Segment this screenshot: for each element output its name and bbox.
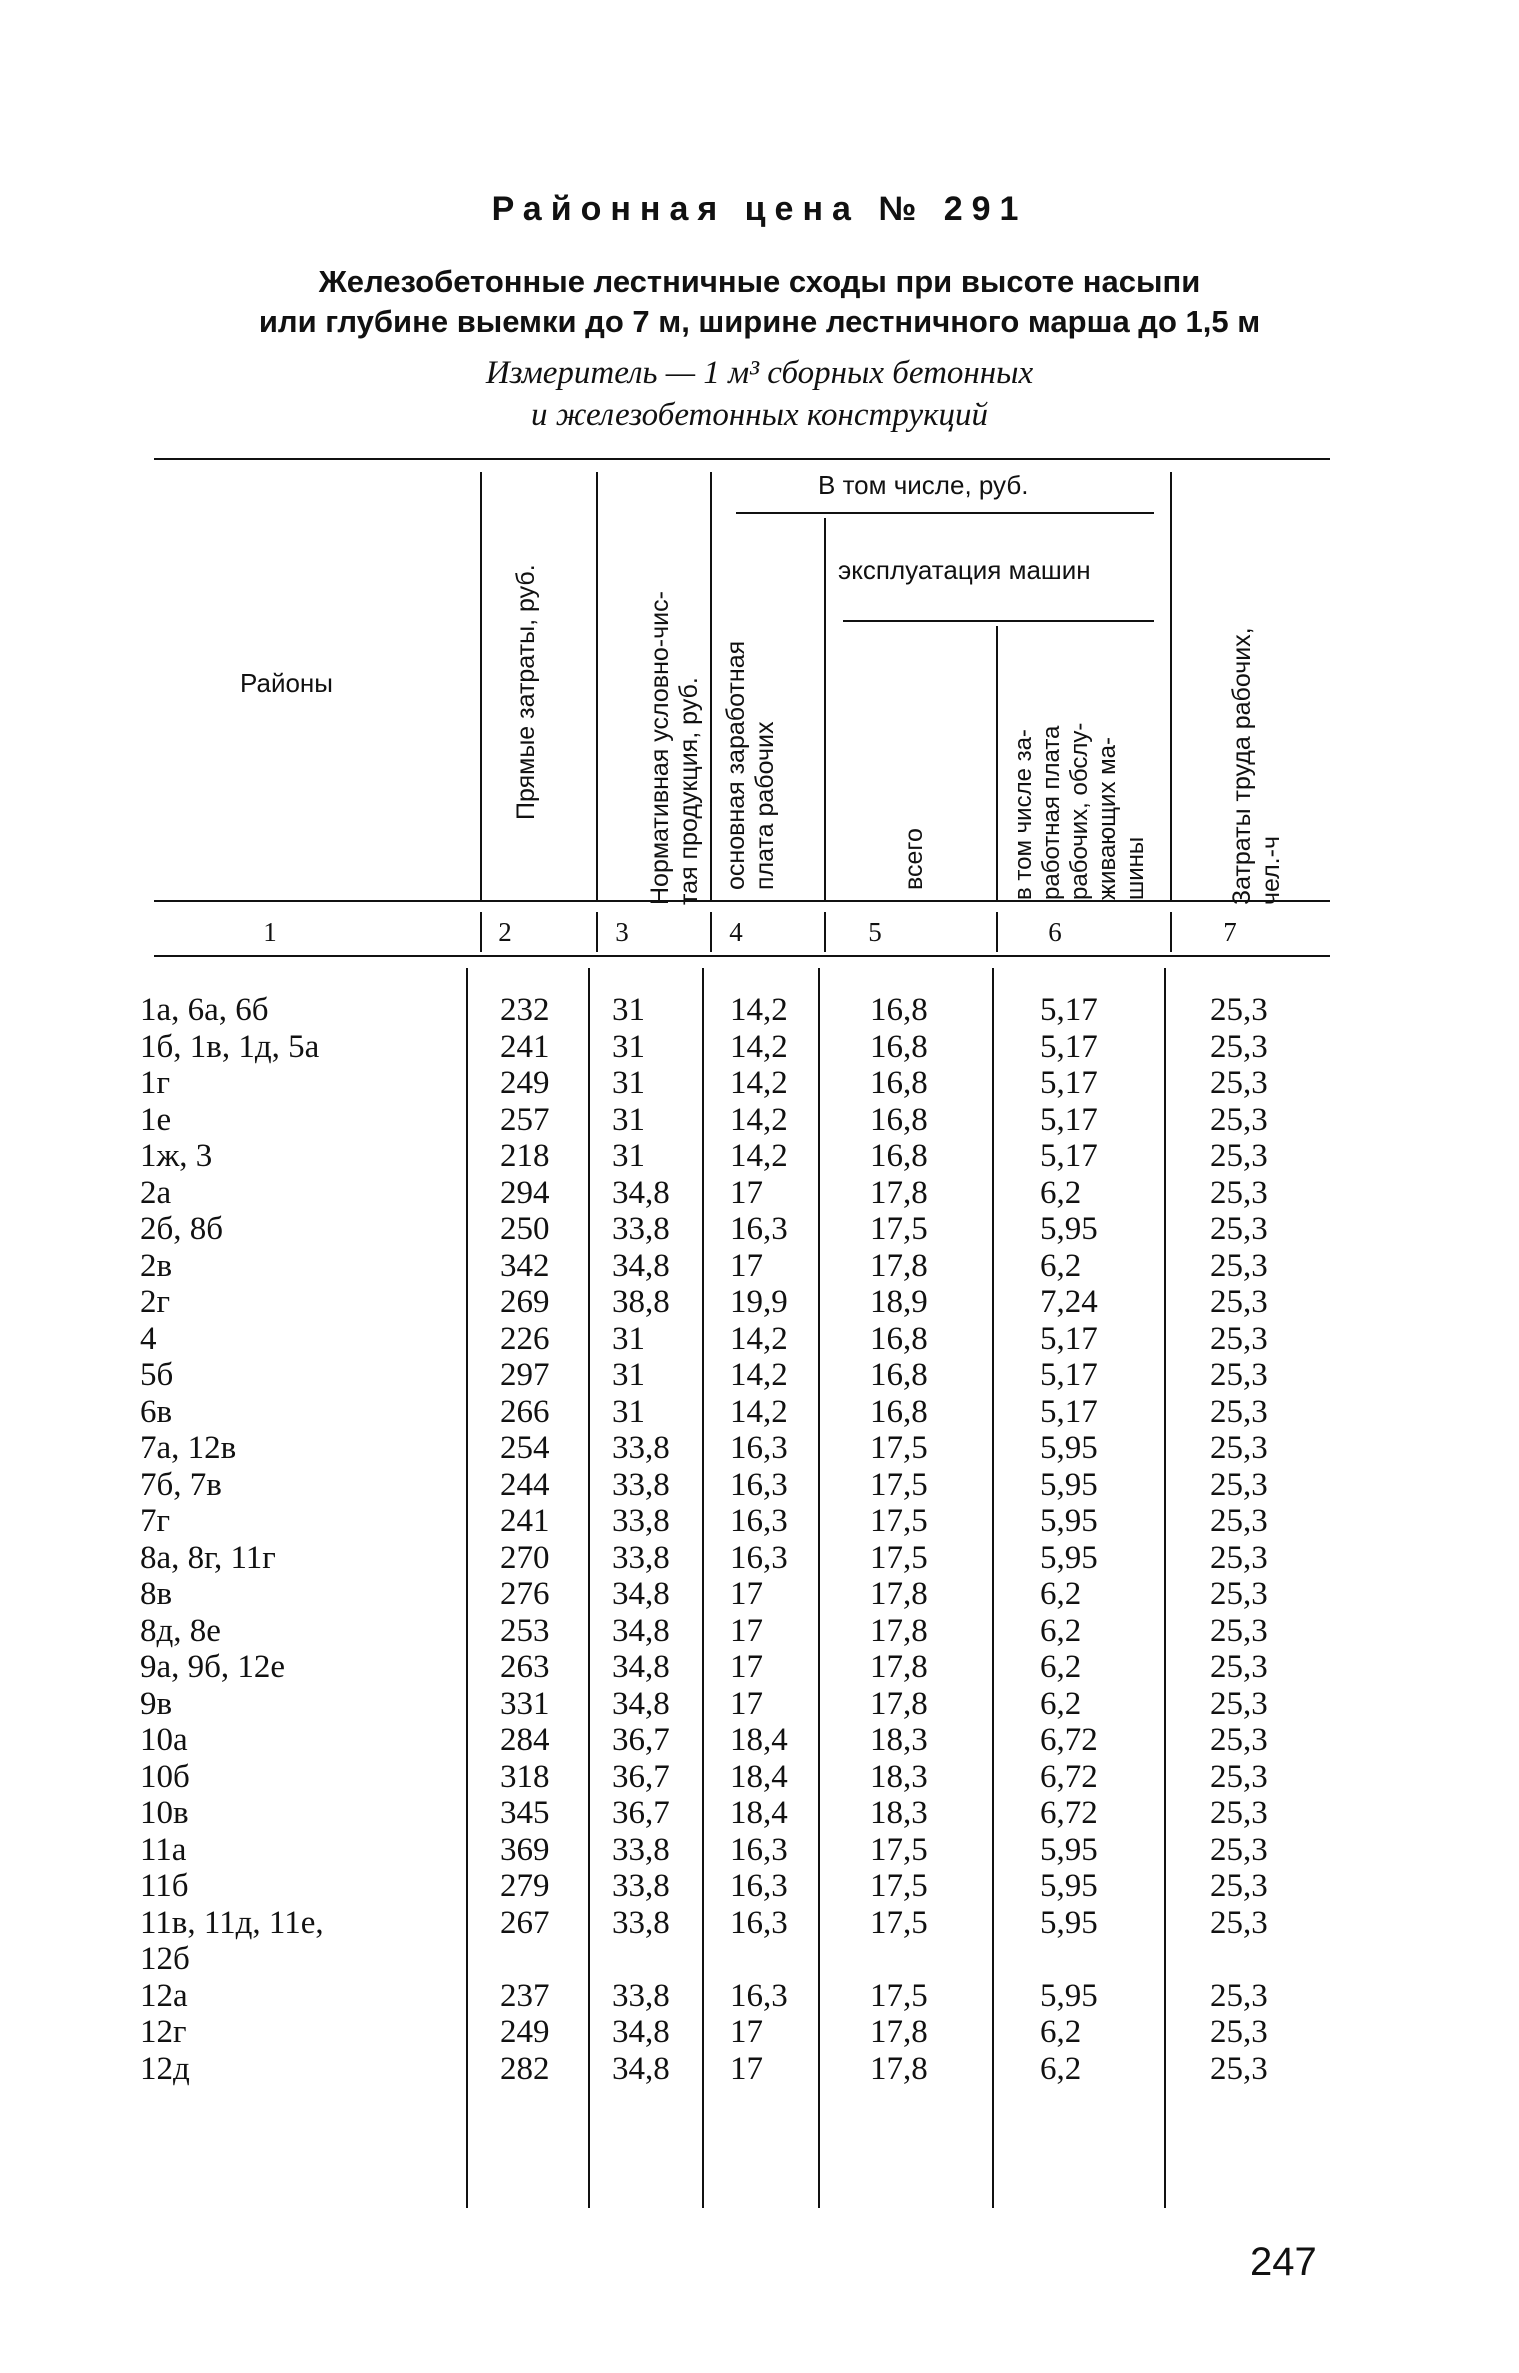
value-cell: 25,3 <box>1210 1977 1268 2014</box>
value-cell: 17,5 <box>870 1868 928 1904</box>
value-cell: 36,7 <box>612 1795 670 1831</box>
value-cell: 16,8 <box>870 992 928 1028</box>
value-cell: 17,5 <box>870 1904 928 1941</box>
value-cell: 14,2 <box>730 1138 788 1174</box>
value-cell: 218 <box>500 1138 550 1174</box>
value-cell: 6,72 <box>1040 1722 1098 1758</box>
value-cell: 25,3 <box>1210 1247 1268 1284</box>
value-cell: 5,17 <box>1040 1138 1098 1174</box>
value-cell: 33,8 <box>612 1977 670 2014</box>
value-cell: 5,17 <box>1040 1357 1098 1393</box>
value-cell: 25,3 <box>1210 1174 1268 1211</box>
value-cell: 369 <box>500 1831 550 1868</box>
value-cell: 14,2 <box>730 1101 788 1138</box>
district-cell: 2в <box>140 1247 173 1284</box>
machines-rule <box>843 620 1154 622</box>
vline-4 <box>824 518 826 900</box>
value-cell: 17 <box>730 1174 763 1211</box>
value-cell: 6,2 <box>1040 1576 1082 1612</box>
value-cell: 25,3 <box>1210 992 1268 1028</box>
value-cell: 5,17 <box>1040 1101 1098 1138</box>
value-cell: 253 <box>500 1612 550 1649</box>
district-cell: 11а <box>140 1831 187 1868</box>
header-normative: Нормативная условно-чис- тая продукция, руб. <box>646 591 703 905</box>
value-cell: 25,3 <box>1210 1904 1268 1941</box>
value-cell: 276 <box>500 1576 550 1612</box>
district-cell: 2б, 8б <box>140 1211 224 1247</box>
value-cell: 297 <box>500 1357 550 1393</box>
value-cell: 14,2 <box>730 1393 788 1430</box>
value-cell: 14,2 <box>730 1065 788 1101</box>
district-cell: 11б <box>140 1868 189 1904</box>
district-cell: 5б <box>140 1357 174 1393</box>
value-cell: 16,8 <box>870 1101 928 1138</box>
page-number: 247 <box>1250 2240 1317 2284</box>
value-cell: 25,3 <box>1210 1320 1268 1357</box>
value-cell: 34,8 <box>612 1649 670 1685</box>
value-cell: 17,8 <box>870 2050 928 2087</box>
value-cell: 270 <box>500 1539 550 1576</box>
value-cell: 33,8 <box>612 1904 670 1941</box>
value-cell: 14,2 <box>730 992 788 1028</box>
district-cell: 12г <box>140 2014 187 2050</box>
value-cell: 25,3 <box>1210 1357 1268 1393</box>
district-cell: 2г <box>140 1284 171 1320</box>
district-cell: 2а <box>140 1174 172 1211</box>
value-cell: 17 <box>730 1612 763 1649</box>
district-cell: 10б <box>140 1758 190 1795</box>
value-cell: 241 <box>500 1503 550 1539</box>
value-cell: 31 <box>612 1101 645 1138</box>
value-cell: 5,17 <box>1040 1028 1098 1065</box>
col-numbers-rule <box>154 955 1330 957</box>
value-cell: 25,3 <box>1210 1576 1268 1612</box>
value-cell: 6,2 <box>1040 2050 1082 2087</box>
value-cell: 249 <box>500 1065 550 1101</box>
value-cell: 5,95 <box>1040 1430 1098 1466</box>
value-cell: 5,95 <box>1040 1977 1098 2014</box>
value-cell: 17 <box>730 2014 763 2050</box>
value-cell: 31 <box>612 1138 645 1174</box>
vline-1 <box>480 472 482 900</box>
header-direct-costs: Прямые затраты, руб. <box>512 564 540 820</box>
value-cell: 17,8 <box>870 2014 928 2050</box>
district-cell: 9в <box>140 1685 173 1722</box>
value-cell: 25,3 <box>1210 1284 1268 1320</box>
value-cell: 25,3 <box>1210 1685 1268 1722</box>
value-cell: 17,5 <box>870 1503 928 1539</box>
value-cell: 6,72 <box>1040 1758 1098 1795</box>
value-cell: 16,8 <box>870 1320 928 1357</box>
value-cell: 25,3 <box>1210 1466 1268 1503</box>
value-cell: 17,8 <box>870 1685 928 1722</box>
value-cell: 17,5 <box>870 1977 928 2014</box>
value-cell: 25,3 <box>1210 1430 1268 1466</box>
district-cell: 1г <box>140 1065 171 1101</box>
district-cell: 12д <box>140 2050 190 2087</box>
value-cell: 16,3 <box>730 1977 788 2014</box>
vline-6 <box>1170 472 1172 900</box>
value-cell: 33,8 <box>612 1430 670 1466</box>
value-cell: 318 <box>500 1758 550 1795</box>
vline-n6 <box>1170 912 1172 952</box>
value-cell: 33,8 <box>612 1539 670 1576</box>
value-cell: 6,2 <box>1040 1174 1082 1211</box>
value-cell: 16,8 <box>870 1065 928 1101</box>
column-number: 5 <box>868 917 882 947</box>
column-number: 1 <box>263 917 277 947</box>
value-cell: 34,8 <box>612 1576 670 1612</box>
value-cell: 33,8 <box>612 1868 670 1904</box>
value-cell: 17 <box>730 1649 763 1685</box>
value-cell: 34,8 <box>612 2050 670 2087</box>
district-cell: 1а, 6а, 6б <box>140 992 269 1028</box>
value-cell: 17,8 <box>870 1649 928 1685</box>
district-cell: 7г <box>140 1503 171 1539</box>
value-cell: 17,8 <box>870 1174 928 1211</box>
value-cell: 5,17 <box>1040 1065 1098 1101</box>
value-cell: 34,8 <box>612 1174 670 1211</box>
value-cell: 14,2 <box>730 1357 788 1393</box>
value-cell: 18,9 <box>870 1284 928 1320</box>
value-cell: 5,95 <box>1040 1211 1098 1247</box>
value-cell: 5,17 <box>1040 1320 1098 1357</box>
value-cell: 17,8 <box>870 1247 928 1284</box>
column-number: 4 <box>729 917 743 947</box>
district-cell: 8д, 8е <box>140 1612 221 1649</box>
value-cell: 25,3 <box>1210 1831 1268 1868</box>
value-cell: 269 <box>500 1284 550 1320</box>
value-cell: 17,5 <box>870 1539 928 1576</box>
header-bottom-rule <box>154 900 1330 902</box>
value-cell: 31 <box>612 1065 645 1101</box>
value-cell: 266 <box>500 1393 550 1430</box>
value-cell: 5,95 <box>1040 1904 1098 1941</box>
value-cell: 18,4 <box>730 1795 788 1831</box>
value-cell: 17,8 <box>870 1612 928 1649</box>
value-cell: 6,2 <box>1040 2014 1082 2050</box>
district-cell: 11в, 11д, 11е, 12б <box>140 1904 324 1977</box>
column-number: 6 <box>1048 917 1062 947</box>
vline-2 <box>596 472 598 900</box>
vline-b1 <box>466 968 468 2208</box>
value-cell: 16,3 <box>730 1868 788 1904</box>
value-cell: 16,3 <box>730 1211 788 1247</box>
value-cell: 16,8 <box>870 1028 928 1065</box>
value-cell: 6,2 <box>1040 1685 1082 1722</box>
value-cell: 33,8 <box>612 1466 670 1503</box>
value-cell: 16,3 <box>730 1430 788 1466</box>
vline-b6 <box>1164 968 1166 2208</box>
value-cell: 25,3 <box>1210 1393 1268 1430</box>
vline-b2 <box>588 968 590 2208</box>
value-cell: 25,3 <box>1210 1868 1268 1904</box>
value-cell: 25,3 <box>1210 1649 1268 1685</box>
value-cell: 25,3 <box>1210 1028 1268 1065</box>
value-cell: 25,3 <box>1210 2014 1268 2050</box>
value-cell: 16,3 <box>730 1503 788 1539</box>
value-cell: 7,24 <box>1040 1284 1098 1320</box>
vline-b5 <box>992 968 994 2208</box>
district-cell: 12а <box>140 1977 188 2014</box>
value-cell: 5,17 <box>1040 992 1098 1028</box>
column-number: 3 <box>615 917 629 947</box>
value-cell: 25,3 <box>1210 1612 1268 1649</box>
value-cell: 5,95 <box>1040 1503 1098 1539</box>
value-cell: 33,8 <box>612 1211 670 1247</box>
value-cell: 19,9 <box>730 1284 788 1320</box>
value-cell: 25,3 <box>1210 1101 1268 1138</box>
value-cell: 244 <box>500 1466 550 1503</box>
value-cell: 25,3 <box>1210 1539 1268 1576</box>
value-cell: 17,5 <box>870 1831 928 1868</box>
value-cell: 279 <box>500 1868 550 1904</box>
value-cell: 25,3 <box>1210 1795 1268 1831</box>
value-cell: 14,2 <box>730 1028 788 1065</box>
header-incl-wage: в том числе за- работная плата рабочих, обслу- живающих ма- шины <box>1010 722 1149 900</box>
value-cell: 282 <box>500 2050 550 2087</box>
value-cell: 34,8 <box>612 2014 670 2050</box>
district-cell: 4 <box>140 1320 157 1357</box>
value-cell: 16,8 <box>870 1138 928 1174</box>
value-cell: 16,3 <box>730 1904 788 1941</box>
value-cell: 254 <box>500 1430 550 1466</box>
vline-b3 <box>702 968 704 2208</box>
value-cell: 25,3 <box>1210 1138 1268 1174</box>
value-cell: 33,8 <box>612 1831 670 1868</box>
value-cell: 31 <box>612 992 645 1028</box>
vline-n4 <box>824 912 826 952</box>
value-cell: 31 <box>612 1393 645 1430</box>
value-cell: 237 <box>500 1977 550 2014</box>
district-cell: 9а, 9б, 12е <box>140 1649 286 1685</box>
value-cell: 257 <box>500 1101 550 1138</box>
column-number: 2 <box>498 917 512 947</box>
value-cell: 16,3 <box>730 1466 788 1503</box>
value-cell: 5,95 <box>1040 1868 1098 1904</box>
value-cell: 232 <box>500 992 550 1028</box>
vline-5 <box>996 626 998 900</box>
table-top-rule <box>154 458 1330 460</box>
including-rule <box>736 512 1154 514</box>
value-cell: 17 <box>730 1685 763 1722</box>
district-cell: 6в <box>140 1393 173 1430</box>
value-cell: 17,5 <box>870 1466 928 1503</box>
district-cell: 1е <box>140 1101 172 1138</box>
value-cell: 14,2 <box>730 1320 788 1357</box>
value-cell: 38,8 <box>612 1284 670 1320</box>
value-cell: 226 <box>500 1320 550 1357</box>
value-cell: 16,8 <box>870 1357 928 1393</box>
value-cell: 25,3 <box>1210 1722 1268 1758</box>
header-basic-wage: основная заработная плата рабочих <box>722 640 779 890</box>
value-cell: 17,5 <box>870 1211 928 1247</box>
value-cell: 34,8 <box>612 1247 670 1284</box>
value-cell: 31 <box>612 1320 645 1357</box>
vline-b4 <box>818 968 820 2208</box>
value-cell: 263 <box>500 1649 550 1685</box>
value-cell: 17,5 <box>870 1430 928 1466</box>
district-cell: 7б, 7в <box>140 1466 222 1503</box>
header-labor: Затраты труда рабочих, чел.-ч <box>1228 627 1285 905</box>
value-cell: 17 <box>730 2050 763 2087</box>
value-cell: 33,8 <box>612 1503 670 1539</box>
value-cell: 18,3 <box>870 1722 928 1758</box>
value-cell: 6,72 <box>1040 1795 1098 1831</box>
value-cell: 250 <box>500 1211 550 1247</box>
value-cell: 6,2 <box>1040 1649 1082 1685</box>
value-cell: 18,4 <box>730 1758 788 1795</box>
value-cell: 342 <box>500 1247 550 1284</box>
value-cell: 331 <box>500 1685 550 1722</box>
value-cell: 17 <box>730 1576 763 1612</box>
district-cell: 8а, 8г, 11г <box>140 1539 276 1576</box>
vline-n5 <box>996 912 998 952</box>
district-cell: 1ж, 3 <box>140 1138 213 1174</box>
value-cell: 16,8 <box>870 1393 928 1430</box>
value-cell: 5,17 <box>1040 1393 1098 1430</box>
value-cell: 6,2 <box>1040 1612 1082 1649</box>
header-districts: Районы <box>240 668 333 698</box>
value-cell: 284 <box>500 1722 550 1758</box>
value-cell: 34,8 <box>612 1612 670 1649</box>
value-cell: 6,2 <box>1040 1247 1082 1284</box>
value-cell: 25,3 <box>1210 1758 1268 1795</box>
value-cell: 249 <box>500 2014 550 2050</box>
value-cell: 36,7 <box>612 1722 670 1758</box>
column-number: 7 <box>1223 917 1237 947</box>
value-cell: 36,7 <box>612 1758 670 1795</box>
value-cell: 31 <box>612 1028 645 1065</box>
value-cell: 31 <box>612 1357 645 1393</box>
value-cell: 18,3 <box>870 1795 928 1831</box>
value-cell: 17,8 <box>870 1576 928 1612</box>
value-cell: 25,3 <box>1210 1211 1268 1247</box>
value-cell: 241 <box>500 1028 550 1065</box>
value-cell: 16,3 <box>730 1831 788 1868</box>
measure-unit: Измеритель — 1 м³ сборных бетонных и железобетонных конструкций <box>485 355 1034 433</box>
page-title: Районная цена № 291 <box>491 190 1028 228</box>
header-including: В том числе, руб. <box>818 470 1029 500</box>
value-cell: 25,3 <box>1210 1065 1268 1101</box>
value-cell: 5,95 <box>1040 1466 1098 1503</box>
header-machine-operation: эксплуатация машин <box>838 555 1091 585</box>
district-cell: 1б, 1в, 1д, 5а <box>140 1028 320 1065</box>
value-cell: 267 <box>500 1904 550 1941</box>
district-cell: 10в <box>140 1795 189 1831</box>
value-cell: 25,3 <box>1210 1503 1268 1539</box>
value-cell: 18,3 <box>870 1758 928 1795</box>
district-cell: 7а, 12в <box>140 1430 237 1466</box>
value-cell: 17 <box>730 1247 763 1284</box>
district-cell: 10а <box>140 1722 188 1758</box>
value-cell: 16,3 <box>730 1539 788 1576</box>
value-cell: 25,3 <box>1210 2050 1268 2087</box>
page-subtitle: Железобетонные лестничные сходы при высоте насыпи или глубине выемки до 7 м, ширине лестничного марша до 1,5 м <box>258 264 1261 339</box>
value-cell: 294 <box>500 1174 550 1211</box>
value-cell: 18,4 <box>730 1722 788 1758</box>
value-cell: 5,95 <box>1040 1831 1098 1868</box>
value-cell: 5,95 <box>1040 1539 1098 1576</box>
header-total: всего <box>900 828 928 890</box>
value-cell: 34,8 <box>612 1685 670 1722</box>
district-cell: 8в <box>140 1576 173 1612</box>
value-cell: 345 <box>500 1795 550 1831</box>
